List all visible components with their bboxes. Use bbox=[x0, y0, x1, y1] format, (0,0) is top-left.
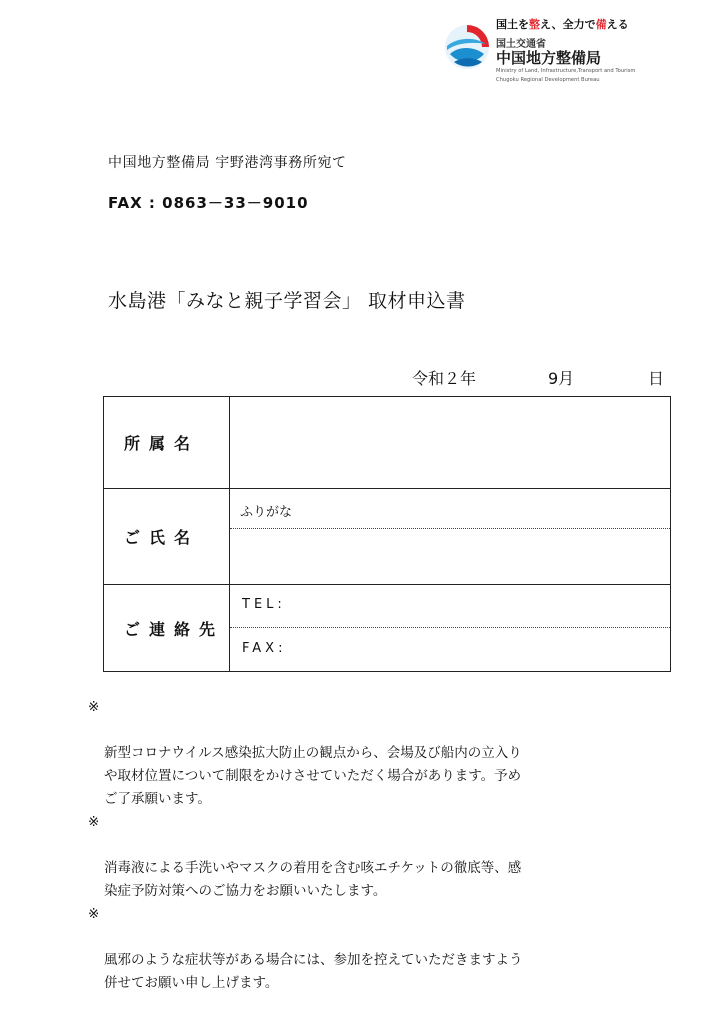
logo-bureau: 中国地方整備局 bbox=[496, 49, 602, 67]
affiliation-row bbox=[104, 397, 670, 489]
logo-slogan: 国土を整え、全力で備える bbox=[496, 18, 629, 31]
fax-label: FAX: bbox=[242, 641, 287, 656]
note-item bbox=[88, 696, 656, 811]
name-row bbox=[104, 489, 670, 585]
note-mark: ※ bbox=[88, 814, 100, 830]
document-title: 水島港「みなと親子学習会」 取材申込書 bbox=[108, 290, 466, 312]
contact-label: ご連絡先 bbox=[104, 585, 230, 671]
note-item bbox=[88, 903, 656, 995]
contact-row bbox=[104, 585, 670, 671]
contact-divider bbox=[230, 627, 670, 628]
note-text: 新型コロナウイルス感染拡大防止の観点から、会場及び船内の立入り や取材位置について制限をかけさせていただく場合があります。予め ご了承願います。 bbox=[104, 745, 522, 807]
date-day: 日 bbox=[648, 369, 665, 388]
mlit-logo bbox=[440, 16, 710, 96]
tel-label: TEL: bbox=[242, 597, 286, 612]
note-item bbox=[88, 811, 656, 903]
logo-ministry: 国土交通省 bbox=[496, 39, 546, 50]
furigana-label: ふりがな bbox=[240, 505, 293, 520]
note-text: 消毒液による手洗いやマスクの着用を含む咳エチケットの徹底等、感 染症予防対策へのご協力をお願いいたします。 bbox=[104, 860, 522, 899]
date-era: 令和２年 bbox=[412, 369, 477, 388]
logo-english-line2: Chugoku Regional Development Bureau bbox=[496, 76, 600, 83]
furigana-divider bbox=[230, 528, 670, 529]
affiliation-label: 所属名 bbox=[104, 397, 230, 488]
fax-number: FAX : 0863－33－9010 bbox=[108, 194, 309, 212]
affiliation-field[interactable] bbox=[230, 397, 670, 488]
note-mark: ※ bbox=[88, 699, 100, 715]
name-field[interactable] bbox=[230, 489, 670, 584]
logo-english-line1: Ministry of Land, Infrastructure,Transport and Tourism bbox=[496, 68, 636, 74]
name-label: ご氏名 bbox=[104, 489, 230, 584]
notes bbox=[88, 696, 656, 995]
date-month: 9月 bbox=[548, 369, 575, 388]
contact-field[interactable] bbox=[230, 585, 670, 671]
addressee: 中国地方整備局 宇野港湾事務所宛て bbox=[108, 155, 347, 171]
logo-text bbox=[496, 16, 710, 83]
note-mark: ※ bbox=[88, 906, 100, 922]
mlit-emblem-icon bbox=[444, 24, 490, 70]
date-line bbox=[412, 366, 666, 388]
application-form bbox=[103, 396, 671, 672]
note-text: 風邪のような症状等がある場合には、参加を控えていただきますよう 併せてお願い申し上げます。 bbox=[104, 952, 523, 991]
